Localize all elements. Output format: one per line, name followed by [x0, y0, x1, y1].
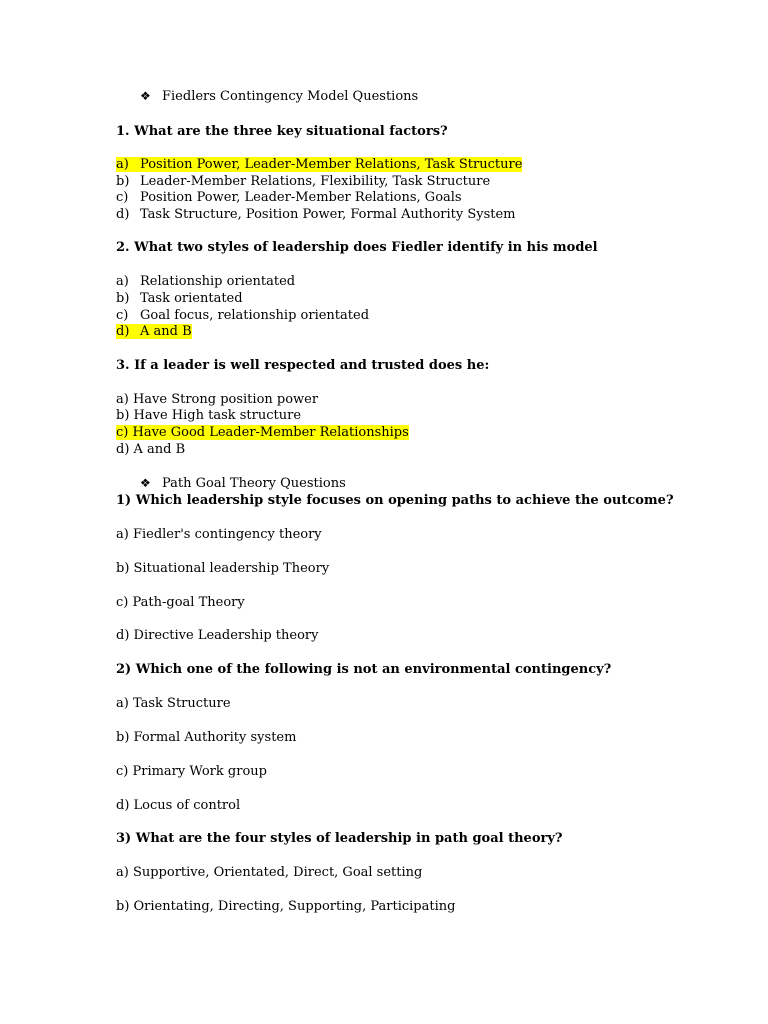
- question-fiedler-1: 1. What are the three key situational factors?: [116, 124, 448, 139]
- question-pathgoal-1: 1) Which leadership style focuses on opening paths to achieve the outcome?: [116, 493, 674, 508]
- option-pathgoal-2a: a) Task Structure: [116, 696, 231, 711]
- option-fiedler-2a: a) Relationship orientated: [116, 274, 296, 289]
- diamond-bullet-icon: ❖: [140, 89, 151, 103]
- section-heading-pathgoal: [140, 475, 346, 492]
- option-pathgoal-3b: b) Orientating, Directing, Supporting, Participating: [116, 899, 456, 914]
- question-fiedler-3: 3. If a leader is well respected and trusted does he:: [116, 358, 490, 373]
- option-pathgoal-2d: d) Locus of control: [116, 798, 241, 813]
- option-fiedler-3a: a) Have Strong position power: [116, 392, 319, 407]
- diamond-bullet-icon: ❖: [140, 476, 151, 490]
- highlighted-answer: a) Position Power, Leader-Member Relations, Task Structure: [116, 157, 523, 172]
- option-pathgoal-2c: c) Primary Work group: [116, 764, 267, 779]
- option-fiedler-3b: b) Have High task structure: [116, 408, 302, 423]
- question-fiedler-2: 2. What two styles of leadership does Fiedler identify in his model: [116, 240, 598, 255]
- option-fiedler-1b: b) Leader-Member Relations, Flexibility, Task Structure: [116, 174, 491, 189]
- option-pathgoal-1a: a) Fiedler's contingency theory: [116, 527, 322, 542]
- option-fiedler-1c: c) Position Power, Leader-Member Relations, Goals: [116, 190, 462, 205]
- question-pathgoal-3: 3) What are the four styles of leadership in path goal theory?: [116, 831, 563, 846]
- option-pathgoal-2b: b) Formal Authority system: [116, 730, 297, 745]
- option-pathgoal-1c: c) Path-goal Theory: [116, 595, 245, 610]
- option-fiedler-2b: b) Task orientated: [116, 291, 243, 306]
- option-pathgoal-1d: d) Directive Leadership theory: [116, 628, 319, 643]
- question-pathgoal-2: 2) Which one of the following is not an environmental contingency?: [116, 662, 612, 677]
- section-heading-text: Path Goal Theory Questions: [162, 476, 346, 491]
- option-fiedler-2c: c) Goal focus, relationship orientated: [116, 308, 370, 323]
- option-fiedler-3c: [116, 425, 409, 441]
- section-heading-text: Fiedlers Contingency Model Questions: [162, 89, 419, 104]
- highlighted-answer: c) Have Good Leader-Member Relationships: [116, 425, 409, 440]
- option-fiedler-2d: [116, 324, 192, 340]
- option-fiedler-1d: d) Task Structure, Position Power, Formal Authority System: [116, 207, 516, 222]
- option-fiedler-3d: d) A and B: [116, 442, 186, 457]
- highlighted-answer: d) A and B: [116, 324, 192, 339]
- option-pathgoal-1b: b) Situational leadership Theory: [116, 561, 330, 576]
- option-fiedler-1a: [116, 157, 522, 173]
- section-heading-fiedler: [140, 88, 418, 105]
- option-pathgoal-3a: a) Supportive, Orientated, Direct, Goal setting: [116, 865, 423, 880]
